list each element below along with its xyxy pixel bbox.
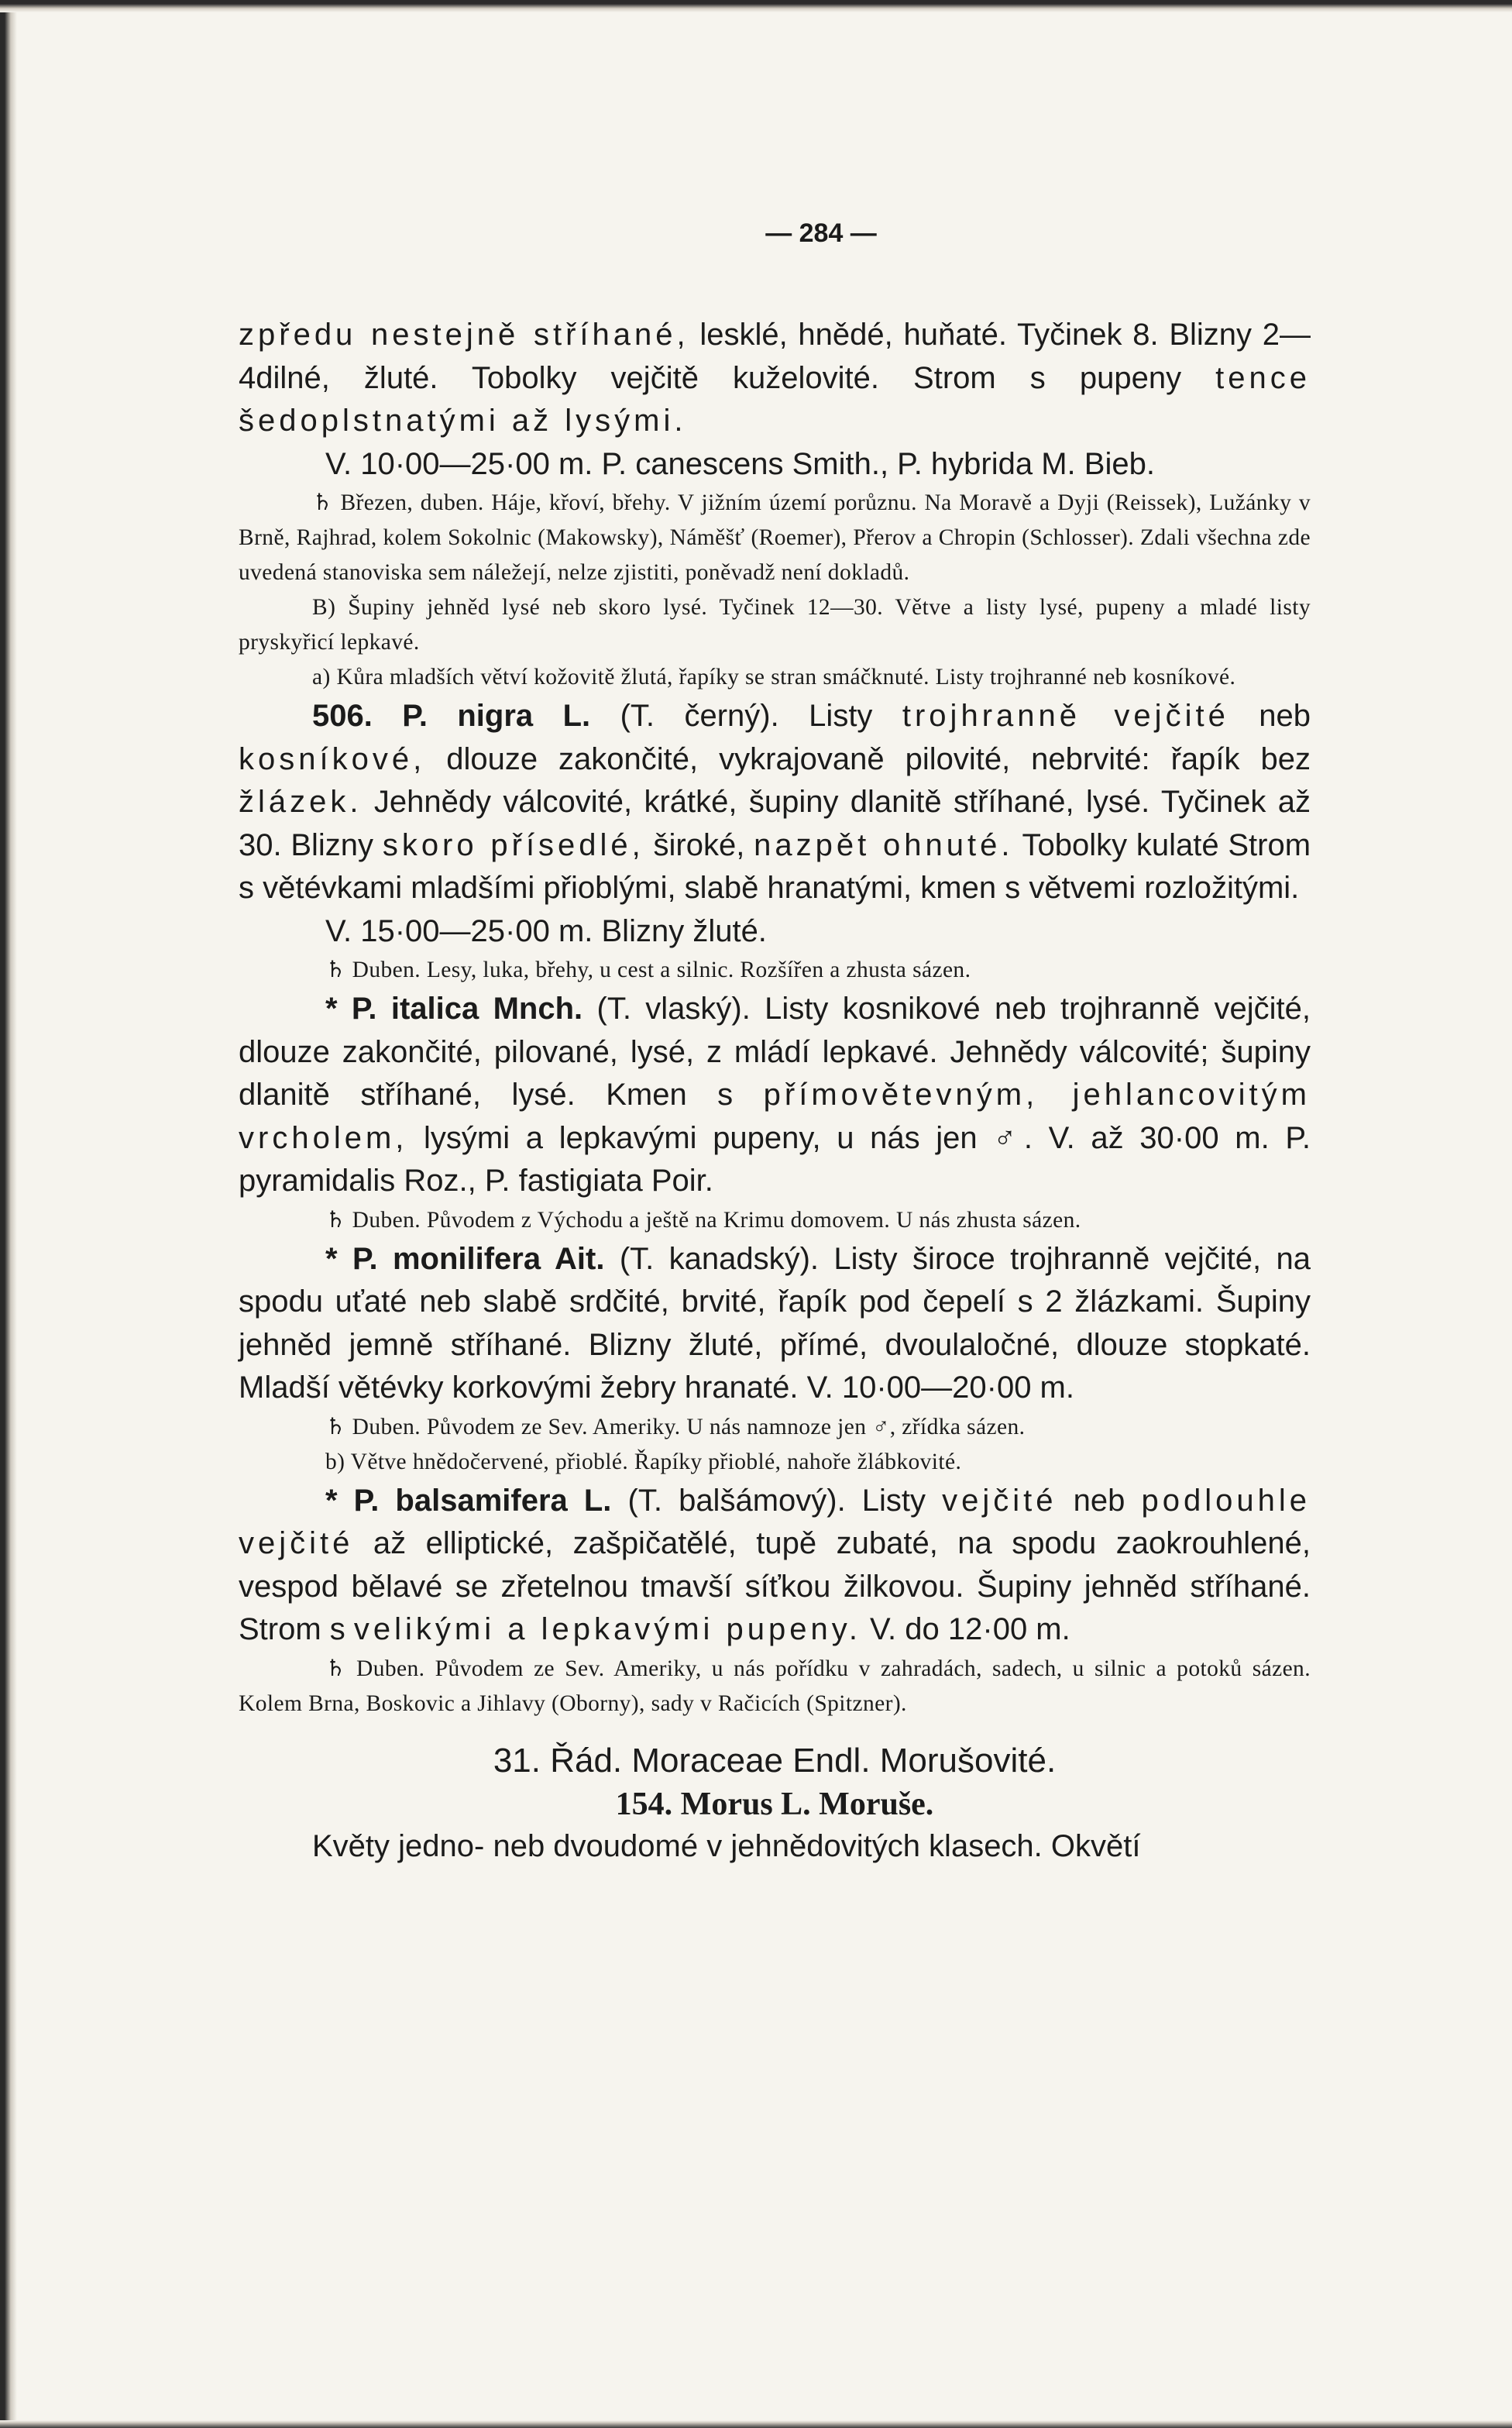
text-run: Jehnědy válcovité, krátké, šupiny dlanitě stříhané, lysé. Tyčinek až 30. Blizny [239, 785, 1311, 862]
text-run: lesklé, hnědé, huňaté. Tyčinek 8. Blizny 2—4dilné, žluté. Tobolky vejčitě kuželovité. Strom s pupeny [239, 318, 1311, 395]
scan-edge-left [0, 0, 17, 2428]
text-run: * P. balsamifera L. [325, 1483, 612, 1518]
text-run: dlouze zakončité, vykrajovaně pilovité, nebrvité: řapík bez [425, 741, 1311, 776]
paragraph-balsamifera-habitat: ♄ Duben. Původem ze Sev. Ameriky, u nás pořídku v zahradách, sadech, u silnic a potoků sázen. Kolem Brna, Boskovic a Jihlavy (Oborny), sady v Račicích (Spitzner). [239, 1656, 1311, 1716]
text-run: 506. P. nigra L. [312, 699, 591, 733]
text-run: neb [1228, 699, 1311, 733]
page-number: — 284 — [765, 218, 877, 248]
text-run: * P. monilifera Ait. [325, 1241, 605, 1276]
paragraph-populus-nigra [239, 695, 1311, 910]
paragraph-nigra-habitat: ♄ Duben. Lesy, luka, břehy, u cest a silnic. Rozšířen a zhusta sázen. [325, 958, 971, 982]
scan-edge-bottom [0, 2420, 1512, 2428]
text-run: Tobolky kulaté Strom s větévkami mladšími přioblými, slabě hranatými, kmen s větvemi rozložitými. [239, 827, 1311, 905]
paragraph-description-cont [239, 314, 1311, 443]
paragraph-nigra-size: V. 15·00—25·00 m. Blizny žluté. [325, 913, 767, 948]
paragraph-populus-monilifera [239, 1238, 1311, 1410]
book-page [239, 218, 1311, 1868]
text-run: trojhranně vejčité [902, 699, 1229, 733]
paragraph-key-b-lower: b) Větve hnědočervené, přioblé. Řapíky přioblé, nahoře žlábkovité. [325, 1449, 962, 1474]
text-run: (T. kanadský). Listy široce trojhranně vejčité, na spodu uťaté neb slabě srdčité, brvité, řapík pod čepelí s 2 žlázkami. Šupiny jehněd jemně stříhané. Blizny žluté, přímé, dvoulaločné, dlouze stopkaté. Mladší větévky korkovými žebry hranaté. V. 10·00—20·00 m. [239, 1241, 1311, 1405]
text-run: V. do 12·00 m. [861, 1612, 1070, 1646]
text-run: velikými a lepkavými pupeny. [353, 1612, 861, 1646]
text-run: (T. černý). Listy [590, 699, 902, 733]
text-run: * P. italica Mnch. [325, 992, 583, 1026]
text-run: přímovětevným, jehlancovitým vrcholem, [239, 1078, 1311, 1155]
text-run: kosníkové, [239, 741, 426, 776]
text-run: až elliptické, zašpičatělé, tupě zubaté, na spodu zaokrouhlené, vespod bělavé se zřetelnou tmavší síťkou žilkovou. Šupiny jehněd stříhané. Strom s [239, 1526, 1311, 1646]
paragraph-monilifera-habitat: ♄ Duben. Původem ze Sev. Ameriky. U nás namnoze jen ♂, zřídka sázen. [325, 1414, 1026, 1439]
paragraph-size-synonyms: V. 10·00—25·00 m. P. canescens Smith., P. hybrida M. Bieb. [325, 446, 1155, 481]
text-run: (T. vlaský). Listy kosnikové neb trojhranně vejčité, dlouze zakončité, pilované, lysé, z mládí lepkavé. Jehnědy válcovité; šupiny dlanitě stříhané, lysé. Kmen s [239, 992, 1311, 1112]
text-run: vejčité [942, 1483, 1057, 1518]
text-run: podlouhle vejčité [239, 1483, 1311, 1560]
text-run: žlázek. [239, 785, 363, 819]
text-run: tence šedoplstnatými až lysými. [239, 360, 1311, 438]
genus-heading: 154. Morus L. Moruše. [615, 1786, 934, 1822]
paragraph-key-a: a) Kůra mladších větví kožovitě žlutá, řapíky se stran smáčknuté. Listy trojhranné neb kosníkové. [312, 665, 1236, 690]
paragraph-habitat-canescens: ♄ Březen, duben. Háje, křoví, břehy. V jižním území porůznu. Na Moravě a Dyji (Reissek), Lužánky v Brně, Rajhrad, kolem Sokolnic (Makowsky), Náměšť (Roemer), Přerov a Chropin (Schlosser). Zdali všechna zde uvedená stanoviska sem náležejí, nelze zjistiti, poněvadž není dokladů. [239, 490, 1311, 585]
order-heading: 31. Řád. Moraceae Endl. Morušovité. [493, 1741, 1057, 1780]
paragraph-populus-balsamifera [239, 1480, 1311, 1652]
paragraph-key-b: B) Šupiny jehněd lysé neb skoro lysé. Tyčinek 12—30. Větve a listy lysé, pupeny a mladé listy pryskyřicí lepkavé. [239, 595, 1311, 655]
text-run: nazpět ohnuté. [754, 827, 1014, 862]
text-run: skoro přísedlé, [382, 827, 644, 862]
scan-edge-top [0, 0, 1512, 12]
paragraph-populus-italica [239, 988, 1311, 1203]
text-run: (T. balšámový). Listy [611, 1483, 943, 1518]
text-run: zpředu nestejně stříhané, [239, 318, 689, 352]
text-run: lysými a lepkavými pupeny, u nás jen ♂. V. až 30·00 m. P. pyramidalis Roz., P. fastigiata Poir. [239, 1120, 1311, 1198]
text-run: neb [1057, 1483, 1142, 1518]
paragraph-morus-intro: Květy jedno- neb dvoudomé v jehnědovitých klasech. Okvětí [312, 1828, 1141, 1863]
paragraph-italica-habitat: ♄ Duben. Původem z Východu a ještě na Krimu domovem. U nás zhusta sázen. [325, 1207, 1081, 1233]
text-run: široké, [644, 827, 754, 862]
